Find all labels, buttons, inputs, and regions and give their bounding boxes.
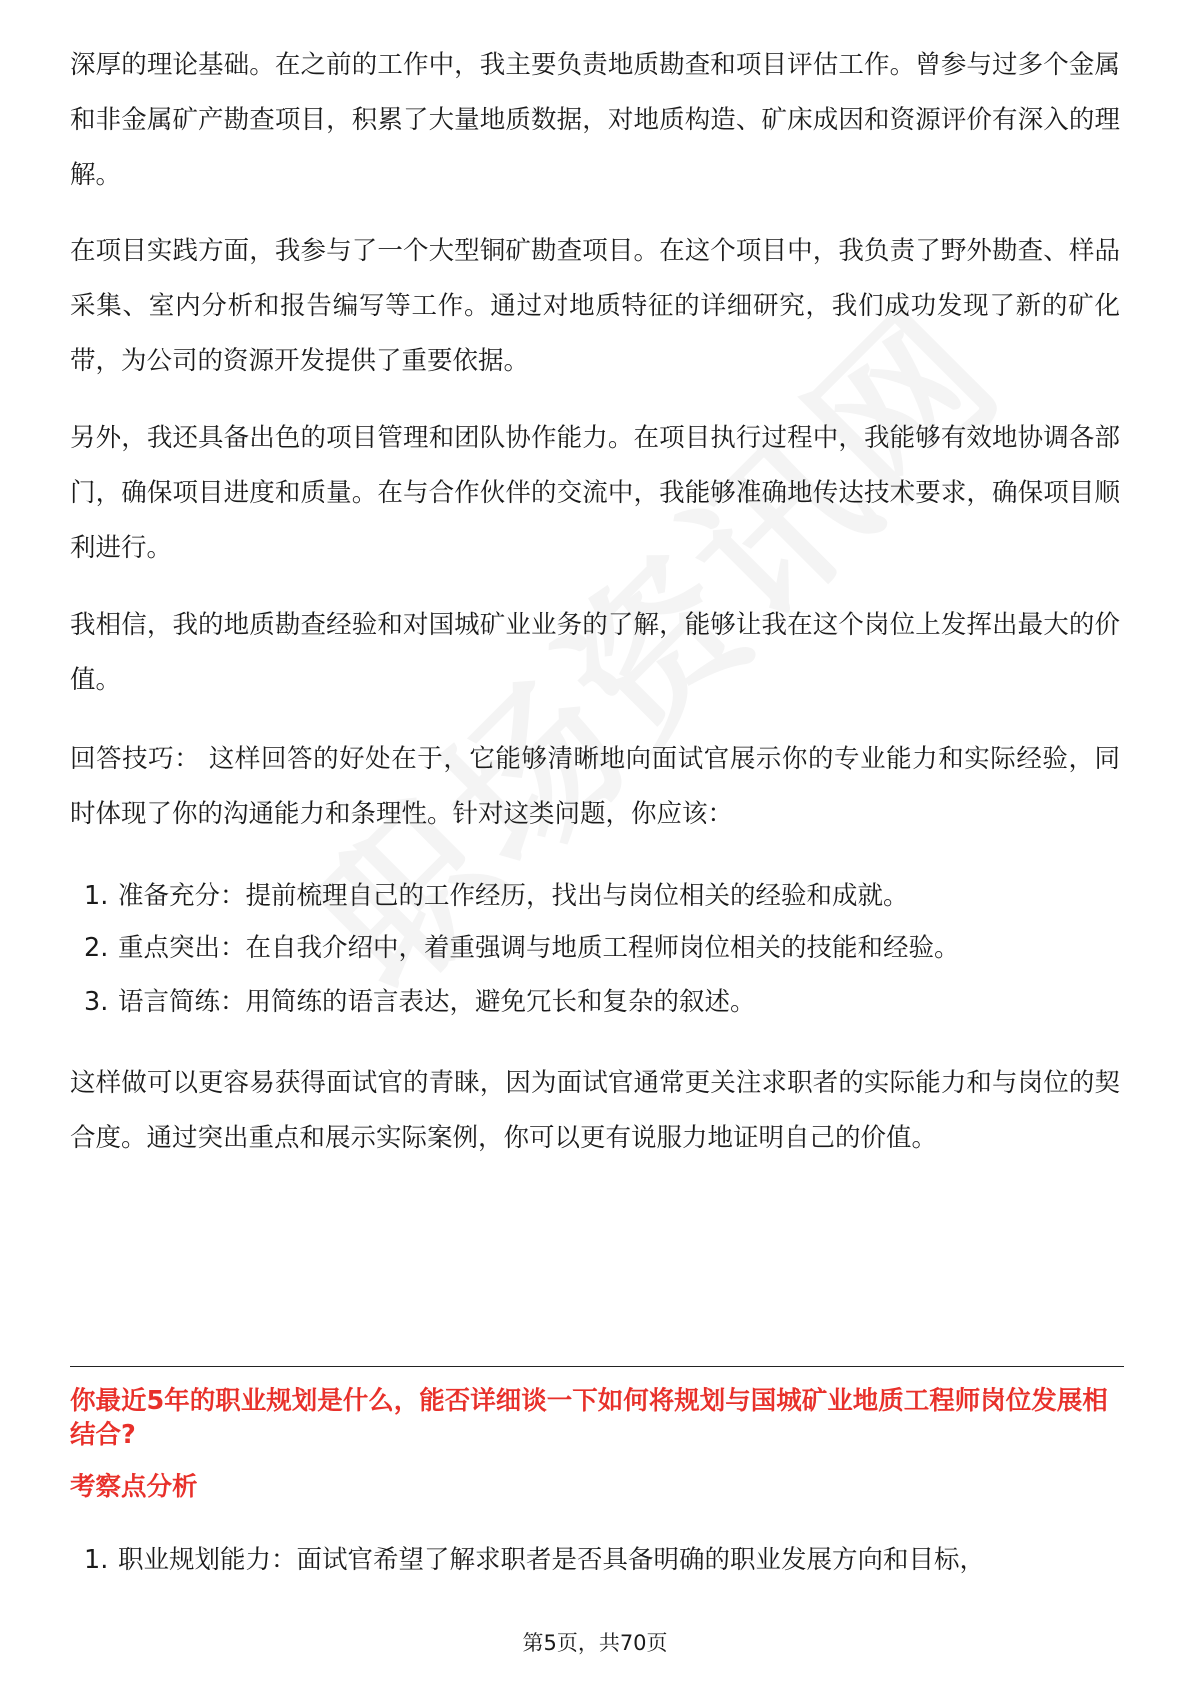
list-item-text: 语言简练：用简练的语言表达，避免冗长和复杂的叙述。 [118, 987, 756, 1017]
paragraph-summary: 这样做可以更容易获得面试官的青睐，因为面试官通常更关注求职者的实际能力和与岗位的契合度。通过突出重点和展示实际案例，你可以更有说服力地证明自己的价值。 [70, 1068, 1120, 1153]
interview-question: 你最近5年的职业规划是什么，能否详细谈一下如何将规划与国城矿业地质工程师岗位发展相结合? [70, 1386, 1108, 1450]
paragraph-conclusion: 我相信，我的地质勘查经验和对国城矿业业务的了解，能够让我在这个岗位上发挥出最大的价值。 [70, 610, 1120, 695]
list-item [84, 984, 1124, 1020]
list-item-text: 职业规划能力：面试官希望了解求职者是否具备明确的职业发展方向和目标， [118, 1545, 986, 1575]
list-item [84, 930, 1124, 966]
paragraph-theory-foundation: 深厚的理论基础。在之前的工作中，我主要负责地质勘查和项目评估工作。曾参与过多个金属和非金属矿产勘查项目，积累了大量地质数据，对地质构造、矿床成因和资源评价有深入的理解。 [70, 50, 1120, 190]
list-item [84, 1542, 1124, 1578]
analysis-heading: 考察点分析 [70, 1472, 198, 1502]
list-item-text: 重点突出：在自我介绍中，着重强调与地质工程师岗位相关的技能和经验。 [118, 933, 960, 963]
section-divider [70, 1366, 1124, 1367]
paragraph-answer-tips: 回答技巧： 这样回答的好处在于，它能够清晰地向面试官展示你的专业能力和实际经验，同时体现了你的沟通能力和条理性。针对这类问题，你应该： [70, 744, 1120, 829]
list-item-number: 1. [84, 881, 109, 911]
paragraph-management-skills: 另外，我还具备出色的项目管理和团队协作能力。在项目执行过程中，我能够有效地协调各部门，确保项目进度和质量。在与合作伙伴的交流中，我能够准确地传达技术要求，确保项目顺利进行。 [70, 423, 1120, 563]
page-number: 第5页，共70页 [522, 1631, 668, 1655]
list-item [84, 878, 1124, 914]
list-item-number: 2. [84, 933, 109, 963]
paragraph-project-practice: 在项目实践方面，我参与了一个大型铜矿勘查项目。在这个项目中，我负责了野外勘查、样品采集、室内分析和报告编写等工作。通过对地质特征的详细研究，我们成功发现了新的矿化带，为公司的资源开发提供了重要依据。 [70, 236, 1120, 376]
list-item-text: 准备充分：提前梳理自己的工作经历，找出与岗位相关的经验和成就。 [118, 881, 909, 911]
list-item-number: 3. [84, 987, 109, 1017]
list-item-number: 1. [84, 1545, 109, 1575]
